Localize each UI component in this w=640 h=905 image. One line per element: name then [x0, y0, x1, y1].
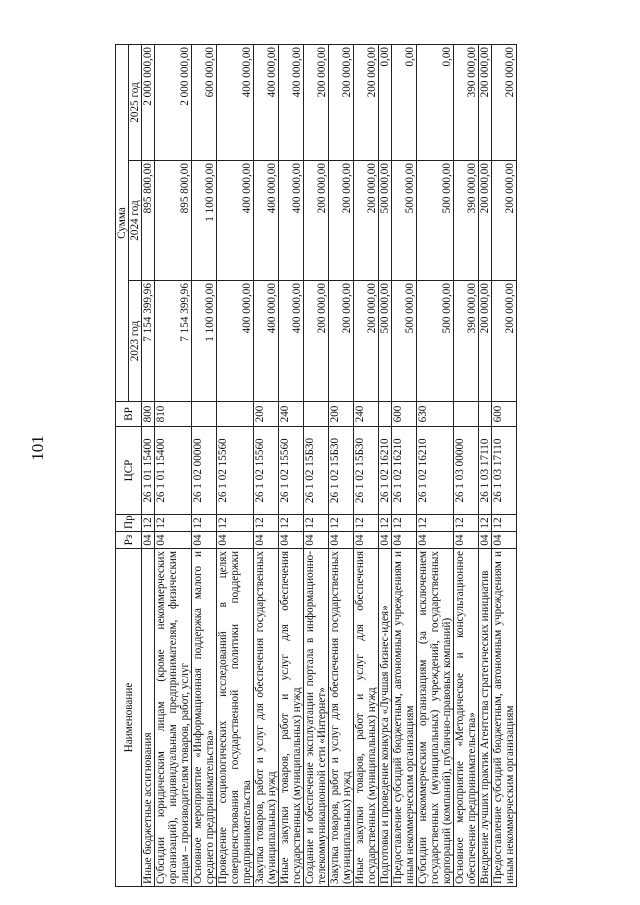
- row-name: Закупка товаров, работ и услуг для обеспечения государственных (муниципальных) нужд: [254, 549, 279, 887]
- header-rz: Рз: [116, 532, 142, 549]
- row-csr: 26 1 02 15Б30: [354, 427, 379, 515]
- row-pr: 12: [417, 515, 454, 532]
- row-amount-2023: 400 000,00: [279, 281, 304, 402]
- row-name: Проведение социологических исследований в целях совершенствования государственной политики поддержки предпринимательства: [217, 549, 254, 887]
- row-amount-2024: 400 000,00: [217, 161, 254, 281]
- row-vr: [304, 402, 329, 427]
- row-rz: 04: [492, 532, 517, 549]
- row-pr: 12: [329, 515, 354, 532]
- row-amount-2025: 400 000,00: [217, 44, 254, 160]
- row-vr: [217, 402, 254, 427]
- row-amount-2024: 500 000,00: [392, 161, 417, 281]
- row-vr: 810: [155, 402, 192, 427]
- row-vr: 600: [392, 402, 417, 427]
- row-rz: 04: [479, 532, 492, 549]
- page-number: 101: [28, 435, 47, 461]
- row-amount-2025: 200 000,00: [304, 44, 329, 160]
- row-pr: 12: [492, 515, 517, 532]
- row-pr: 12: [304, 515, 329, 532]
- row-amount-2025: 0,00: [379, 44, 392, 160]
- row-pr: 12: [279, 515, 304, 532]
- table-row: [454, 44, 479, 886]
- header-2023: 2023 год: [129, 281, 142, 402]
- row-csr: 26 1 02 00000: [192, 427, 217, 515]
- row-vr: 600: [492, 402, 517, 427]
- row-name: Субсидии некоммерческим организациям (за исключением государственных (муниципальных) учреждений, государственных корпораций (компаний), публично-правовых компаний): [417, 549, 454, 887]
- row-amount-2025: 0,00: [392, 44, 417, 160]
- row-vr: 200: [254, 402, 279, 427]
- row-amount-2023: 1 100 000,00: [192, 281, 217, 402]
- table-row: [217, 44, 254, 886]
- table-row: [155, 44, 192, 886]
- table-row: [354, 44, 379, 886]
- row-amount-2024: 200 000,00: [492, 161, 517, 281]
- table-row: [254, 44, 279, 886]
- row-amount-2025: 400 000,00: [279, 44, 304, 160]
- row-vr: 240: [354, 402, 379, 427]
- row-csr: 26 1 02 15Б30: [329, 427, 354, 515]
- row-amount-2023: 500 000,00: [379, 281, 392, 402]
- header-csr: ЦСР: [116, 427, 142, 515]
- row-rz: 04: [279, 532, 304, 549]
- row-rz: 04: [354, 532, 379, 549]
- row-csr: 26 1 01 15400: [155, 427, 192, 515]
- table-row: [417, 44, 454, 886]
- row-pr: 12: [354, 515, 379, 532]
- row-amount-2025: 200 000,00: [492, 44, 517, 160]
- row-amount-2024: 1 100 000,00: [192, 161, 217, 281]
- row-vr: 240: [279, 402, 304, 427]
- row-rz: 04: [329, 532, 354, 549]
- row-amount-2023: 7 154 399,96: [155, 281, 192, 402]
- row-amount-2024: 500 000,00: [417, 161, 454, 281]
- header-pr: Пр: [116, 515, 142, 532]
- row-name: Закупка товаров, работ и услуг для обеспечения государственных (муниципальных) нужд: [329, 549, 354, 887]
- row-amount-2024: 200 000,00: [354, 161, 379, 281]
- table-body: [142, 44, 517, 886]
- row-pr: 12: [479, 515, 492, 532]
- row-amount-2024: 895 800,00: [155, 161, 192, 281]
- row-amount-2023: 200 000,00: [479, 281, 492, 402]
- row-name: Предоставление субсидий бюджетным, автономным учреждениям и иным некоммерческим организациям: [392, 549, 417, 887]
- header-name: Наименование: [116, 549, 142, 887]
- row-pr: 12: [379, 515, 392, 532]
- row-amount-2023: 7 154 399,96: [142, 281, 155, 402]
- table-row: [192, 44, 217, 886]
- budget-table: [115, 44, 517, 887]
- row-amount-2025: 0,00: [417, 44, 454, 160]
- row-pr: 12: [155, 515, 192, 532]
- row-name: Предоставление субсидий бюджетным, автономным учреждениям и иным некоммерческим организациям: [492, 549, 517, 887]
- row-rz: 04: [304, 532, 329, 549]
- header-2025: 2025 год: [129, 44, 142, 160]
- row-amount-2024: 400 000,00: [254, 161, 279, 281]
- row-csr: 26 1 02 15560: [279, 427, 304, 515]
- row-csr: 26 1 02 16210: [379, 427, 392, 515]
- row-csr: 26 1 03 17110: [479, 427, 492, 515]
- table-row: [279, 44, 304, 886]
- row-amount-2025: 600 000,00: [192, 44, 217, 160]
- row-amount-2023: 400 000,00: [254, 281, 279, 402]
- row-vr: [379, 402, 392, 427]
- row-csr: 26 1 02 15Б30: [304, 427, 329, 515]
- row-amount-2025: 400 000,00: [254, 44, 279, 160]
- row-name: Внедрение лучших практик Агентства стратегических инициатив: [479, 549, 492, 887]
- row-name: Иные бюджетные ассигнования: [142, 549, 155, 887]
- row-amount-2024: 200 000,00: [329, 161, 354, 281]
- row-amount-2025: 390 000,00: [454, 44, 479, 160]
- row-rz: 04: [217, 532, 254, 549]
- row-csr: 26 1 02 16210: [417, 427, 454, 515]
- row-rz: 04: [192, 532, 217, 549]
- table-row: [492, 44, 517, 886]
- row-amount-2025: 2 000 000,00: [155, 44, 192, 160]
- table-header: [116, 44, 142, 886]
- row-amount-2025: 2 000 000,00: [142, 44, 155, 160]
- row-amount-2024: 400 000,00: [279, 161, 304, 281]
- row-vr: 200: [329, 402, 354, 427]
- row-pr: 12: [454, 515, 479, 532]
- row-amount-2023: 200 000,00: [354, 281, 379, 402]
- row-vr: [454, 402, 479, 427]
- row-name: Иные закупки товаров, работ и услуг для обеспечения государственных (муниципальных) нужд: [279, 549, 304, 887]
- table-row: [392, 44, 417, 886]
- row-name: Основное мероприятие «Информационная поддержка малого и среднего предпринимательства»: [192, 549, 217, 887]
- row-vr: [479, 402, 492, 427]
- row-rz: 04: [379, 532, 392, 549]
- table-row: [142, 44, 155, 886]
- row-vr: 800: [142, 402, 155, 427]
- row-amount-2025: 200 000,00: [479, 44, 492, 160]
- header-vr: ВР: [116, 402, 142, 427]
- row-amount-2025: 200 000,00: [329, 44, 354, 160]
- row-name: Создание и обеспечение эксплуатации портала в информационно-телекоммуникационной сети «Интернет»: [304, 549, 329, 887]
- row-rz: 04: [454, 532, 479, 549]
- row-pr: 12: [142, 515, 155, 532]
- row-amount-2023: 200 000,00: [492, 281, 517, 402]
- row-csr: 26 1 02 16210: [392, 427, 417, 515]
- row-name: Подготовка и проведение конкурса «Лучшая бизнес-идея»: [379, 549, 392, 887]
- row-rz: 04: [417, 532, 454, 549]
- header-sum: Сумма: [116, 44, 129, 401]
- row-amount-2023: 500 000,00: [417, 281, 454, 402]
- table-row: [304, 44, 329, 886]
- row-pr: 12: [392, 515, 417, 532]
- row-amount-2023: 200 000,00: [329, 281, 354, 402]
- row-amount-2024: 200 000,00: [304, 161, 329, 281]
- row-amount-2024: 500 000,00: [379, 161, 392, 281]
- row-csr: 26 1 03 00000: [454, 427, 479, 515]
- row-name: Основное мероприятие «Методическое и консультационное обеспечение предпринимательства»: [454, 549, 479, 887]
- row-amount-2024: 390 000,00: [454, 161, 479, 281]
- row-csr: 26 1 03 17110: [492, 427, 517, 515]
- header-2024: 2024 год: [129, 161, 142, 281]
- row-amount-2023: 390 000,00: [454, 281, 479, 402]
- row-pr: 12: [217, 515, 254, 532]
- row-pr: 12: [192, 515, 217, 532]
- row-csr: 26 1 01 15400: [142, 427, 155, 515]
- row-amount-2023: 400 000,00: [217, 281, 254, 402]
- row-csr: 26 1 02 15560: [217, 427, 254, 515]
- row-vr: 630: [417, 402, 454, 427]
- table-row: [379, 44, 392, 886]
- row-amount-2024: 200 000,00: [479, 161, 492, 281]
- row-vr: [192, 402, 217, 427]
- row-rz: 04: [392, 532, 417, 549]
- row-rz: 04: [155, 532, 192, 549]
- row-pr: 12: [254, 515, 279, 532]
- row-name: Субсидии юридическим лицам (кроме некоммерческих организаций), индивидуальным предпринимателям, физическим лицам – производителям товаров, работ, услуг: [155, 549, 192, 887]
- row-amount-2023: 200 000,00: [304, 281, 329, 402]
- row-csr: 26 1 02 15560: [254, 427, 279, 515]
- row-name: Иные закупки товаров, работ и услуг для обеспечения государственных (муниципальных) нужд: [354, 549, 379, 887]
- table-row: [329, 44, 354, 886]
- row-rz: 04: [142, 532, 155, 549]
- row-amount-2025: 200 000,00: [354, 44, 379, 160]
- table-row: [479, 44, 492, 886]
- row-amount-2024: 895 800,00: [142, 161, 155, 281]
- row-rz: 04: [254, 532, 279, 549]
- budget-table-container: [115, 45, 615, 887]
- row-amount-2023: 500 000,00: [392, 281, 417, 402]
